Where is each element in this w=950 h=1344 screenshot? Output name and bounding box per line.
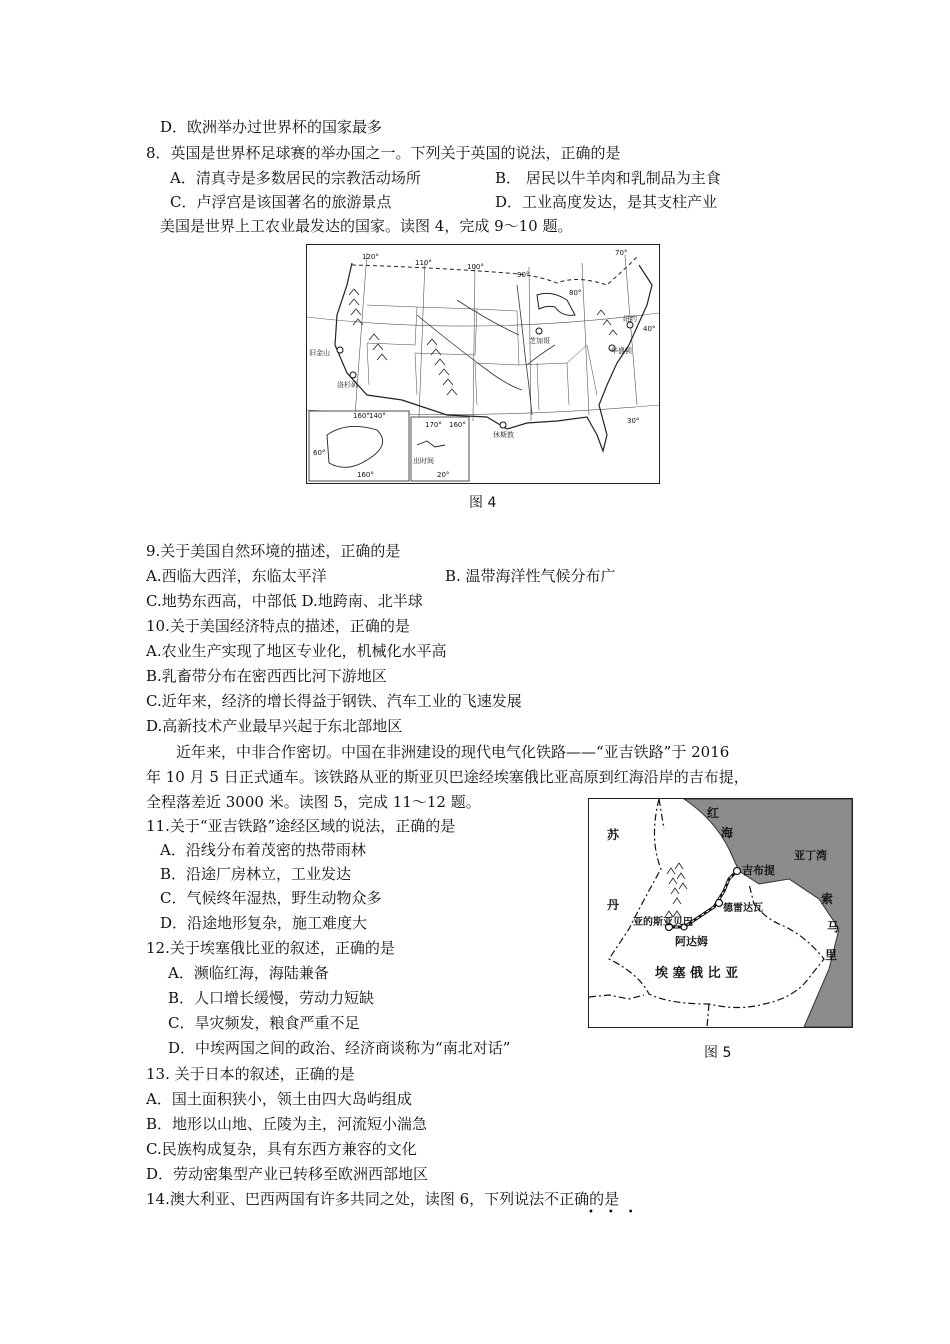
q13-option-a: A．国土面积狭小，领土由四大岛屿组成 — [146, 1090, 412, 1108]
q8-option-b: B． 居民以牛羊肉和乳制品为主食 — [495, 169, 721, 187]
lon-label-120: 120° — [362, 253, 379, 261]
city-houston: 休斯敦 — [493, 431, 514, 439]
q9-option-cd: C.地势东西高，中部低 D.地跨南、北半球 — [146, 592, 423, 610]
figure-5-ethiopia-map — [588, 798, 853, 1028]
svg-text:70°: 70° — [615, 249, 628, 257]
q13-option-d: D．劳动密集型产业已转移至欧洲西部地区 — [146, 1165, 429, 1183]
africa-intro-line-2: 年 10 月 5 日正式通车。该铁路从亚的斯亚贝巴途经埃塞俄比亚高原到红海沿岸的吉布提， — [146, 768, 749, 786]
svg-text:40°: 40° — [643, 325, 656, 333]
label-somalia-3: 里 — [825, 948, 838, 962]
svg-text:90°: 90° — [517, 271, 530, 279]
q10-option-b: B.乳畜带分布在密西西比河下游地区 — [146, 667, 387, 685]
svg-text:30°: 30° — [627, 417, 640, 425]
svg-text:160°: 160° — [449, 421, 466, 429]
label-djibouti: 吉布提 — [742, 864, 775, 877]
q9-option-b: B. 温带海洋性气候分布广 — [445, 567, 616, 585]
q10-option-d: D.高新技术产业最早兴起于东北部地区 — [146, 717, 403, 735]
label-ethiopia: 埃 塞 俄 比 亚 — [655, 966, 739, 981]
label-red-sea-2: 海 — [721, 826, 734, 840]
city-washington: 华盛顿 — [611, 347, 632, 355]
q12-option-d: D．中埃两国之间的政治、经济商谈称为“南北对话” — [168, 1039, 511, 1057]
label-sudan-2: 丹 — [607, 898, 620, 912]
red-sea-gulf-of-aden — [684, 799, 852, 1027]
figure-5-caption: 图 5 — [704, 1045, 732, 1061]
q9-option-a: A.西临大西洋，东临太平洋 — [146, 567, 327, 585]
q8-option-c: C．卢浮宫是该国著名的旅游景点 — [170, 193, 392, 211]
cascade-mountains — [349, 289, 363, 325]
q8-option-d: D．工业高度发达，是其支柱产业 — [495, 193, 718, 211]
label-somalia-2: 马 — [827, 920, 840, 934]
africa-intro-line-1: 近年来，中非合作密切。中国在非洲建设的现代电气化铁路——“亚吉铁路”于 2016 — [176, 743, 730, 761]
label-addis-ababa: 亚的斯亚贝巴 — [633, 917, 693, 928]
q9-stem: 9.关于美国自然环境的描述，正确的是 — [146, 542, 401, 560]
label-dire-dawa: 德雷达瓦 — [723, 903, 763, 914]
city-los-angeles: 洛杉矶 — [337, 381, 358, 389]
city-new-york: 纽约 — [623, 315, 637, 323]
q10-option-c: C.近年来，经济的增长得益于钢铁、汽车工业的飞速发展 — [146, 692, 522, 710]
us-intro: 美国是世界上工农业最发达的国家。读图 4，完成 9～10 题。 — [160, 217, 573, 235]
svg-text:60°: 60° — [313, 449, 326, 457]
q14-stem: 14.澳大利亚、巴西两国有许多共同之处，读图 6，下列说法不正确的是 — [146, 1190, 620, 1208]
label-sudan-1: 苏 — [607, 828, 620, 842]
svg-text:20°: 20° — [437, 471, 450, 479]
label-gulf-of-aden: 亚丁湾 — [794, 849, 827, 862]
q11-option-d: D．沿途地形复杂，施工难度大 — [160, 914, 368, 932]
q11-stem: 11.关于“亚吉铁路”途经区域的说法，正确的是 — [146, 817, 456, 835]
svg-text:100°: 100° — [467, 263, 484, 271]
label-somalia-1: 索 — [821, 892, 834, 906]
city-san-francisco: 旧金山 — [309, 349, 330, 357]
svg-text:110°: 110° — [415, 259, 432, 267]
lon-line-120 — [355, 253, 367, 415]
q12-stem: 12.关于埃塞俄比亚的叙述，正确的是 — [146, 939, 395, 957]
q13-option-c: C.民族构成复杂，具有东西方兼容的文化 — [146, 1140, 417, 1158]
label-adama: 阿达姆 — [675, 935, 708, 948]
emphasis-dots: ••• — [588, 1207, 648, 1218]
svg-text:160°: 160° — [353, 412, 370, 420]
q13-stem: 13. 关于日本的叙述，正确的是 — [146, 1065, 355, 1083]
q8-stem: 8．英国是世界杯足球赛的举办国之一。下列关于英国的说法，正确的是 — [146, 144, 621, 162]
q11-option-c: C．气候终年湿热，野生动物众多 — [160, 889, 382, 907]
svg-text:170°: 170° — [425, 421, 442, 429]
lat-line-40 — [307, 313, 659, 326]
q13-option-b: B．地形以山地、丘陵为主，河流短小湍急 — [146, 1115, 428, 1133]
q7-option-d: D．欧洲举办过世界杯的国家最多 — [160, 118, 383, 136]
q11-option-a: A．沿线分布着茂密的热带雨林 — [160, 841, 366, 859]
figure-4-us-map — [306, 244, 660, 484]
q10-option-a: A.农业生产实现了地区专业化，机械化水平高 — [146, 642, 447, 660]
q12-option-b: B．人口增长缓慢，劳动力短缺 — [168, 989, 375, 1007]
ethiopian-highlands — [665, 863, 687, 917]
rocky-mountains — [427, 339, 457, 395]
q8-option-a: A．清真寺是多数居民的宗教活动场所 — [170, 169, 421, 187]
svg-text:出时间: 出时间 — [413, 457, 434, 465]
label-red-sea-1: 红 — [707, 806, 720, 820]
q12-option-a: A．濒临红海，海陆兼备 — [168, 964, 329, 982]
svg-text:160°: 160° — [357, 471, 374, 479]
appalachian-mountains — [597, 310, 617, 335]
q11-option-b: B．沿途厂房林立，工业发达 — [160, 865, 352, 883]
svg-text:140°: 140° — [369, 412, 386, 420]
q12-option-c: C．旱灾频发，粮食严重不足 — [168, 1014, 360, 1032]
africa-intro-line-3: 全程落差近 3000 米。读图 5，完成 11～12 题。 — [146, 793, 481, 811]
q10-stem: 10.关于美国经济特点的描述，正确的是 — [146, 617, 410, 635]
figure-4-caption: 图 4 — [469, 495, 497, 511]
svg-text:80°: 80° — [569, 289, 582, 297]
city-chicago: 芝加哥 — [529, 337, 550, 345]
